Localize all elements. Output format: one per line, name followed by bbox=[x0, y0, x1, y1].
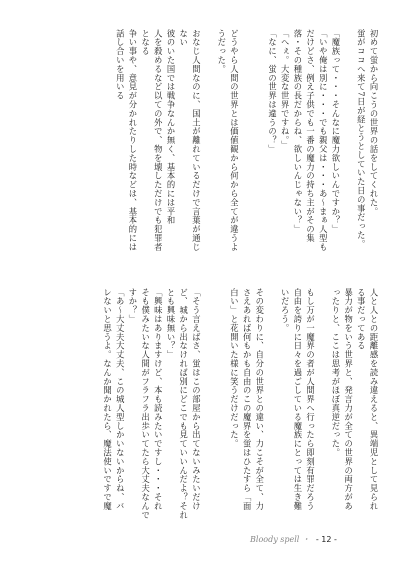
text-column: いだろう。 bbox=[280, 288, 291, 333]
text-column: 初めて蛍から向こうの世界の話をしてくれた。 bbox=[369, 29, 379, 216]
footer-title: Bloody spell ・ bbox=[250, 535, 310, 544]
text-column: すか？」 bbox=[127, 288, 138, 324]
text-column: 「へぇ。大変な世界ですね。」 bbox=[280, 29, 291, 150]
text-column: 「魔族って・・・そんなに魔力欲しいんですか？」 bbox=[330, 29, 341, 234]
page-number: - 12 - bbox=[315, 535, 337, 544]
text-column: 「いや俺は別に・・・でも親父は・・・あ〜まぁ人型も bbox=[318, 29, 329, 252]
page-footer bbox=[250, 534, 337, 545]
text-column: とも興味無い？」 bbox=[166, 288, 176, 360]
text-column: 人を殺めるなど以ての外で、物を壊しただけでも犯罪者 bbox=[153, 29, 164, 252]
text-column: る事だってある bbox=[356, 288, 367, 351]
text-column: 蛍がココへ来て7日が経とうとしていた日の事だった。 bbox=[356, 29, 367, 249]
text-column: さえあれば何もかも自由のこの魔界を蛍はひたすら「面 bbox=[242, 288, 253, 511]
text-column: ど、城から出なければ別にどこでも見ていいんだよ？それ bbox=[178, 288, 189, 520]
text-column: うだった。 bbox=[216, 29, 227, 74]
text-column: 争い事や、意見が分かれたりした時などは、基本的には bbox=[127, 29, 138, 252]
text-column: 人と人との距離感を読み違えると、異端児として見られ bbox=[369, 288, 379, 511]
text-column: 「興味はありますけど、本も読みたいですし・・・それ bbox=[153, 288, 164, 511]
text-column: どうやら人間の世界とは価値観から何から全てが違うよ bbox=[229, 29, 240, 252]
text-column: 暴力が物をいう世界と、発言力が全ての世界の両方があ bbox=[343, 288, 354, 511]
text-column: もし万が一魔界の者が人間界へ行ったら即刻有罪だろう bbox=[305, 288, 316, 511]
text-column: そも僕みたいな人間がフラフラ出歩いてたら大丈夫なんで bbox=[140, 288, 151, 520]
text-column: 彼のいた国では戦争なんか無く、基本的には平和 bbox=[166, 29, 176, 225]
text-column: となる bbox=[140, 29, 151, 56]
text-column: だけどさ、例え子供でも一番の魔力の持ち主がその集 bbox=[305, 29, 316, 243]
text-column: 自由を誇りに日々を過ごしている魔族にとっては生き難 bbox=[292, 288, 303, 511]
text-column: 「なに、蛍の世界は違うの？」 bbox=[267, 29, 278, 154]
text-column: 落・その種族の長だからね、欲しいんじゃない？」 bbox=[292, 29, 303, 234]
text-column: 話し合いを用いる bbox=[115, 29, 126, 101]
text-column: その変わりに、自分の世界との違い、力こそが全て、力 bbox=[254, 288, 265, 511]
lower-text-block bbox=[22, 288, 378, 523]
upper-text-block bbox=[22, 29, 378, 282]
text-column: 「そう言えばさ、蛍はこの部屋から出てないみたいだけ bbox=[191, 288, 202, 511]
text-column: おなじ人間なのに、国土が離れているだけで言葉が通じ bbox=[191, 29, 202, 252]
text-column: ない bbox=[178, 29, 189, 47]
text-column: ったりと、ここは思考がほぼ真逆だった。 bbox=[330, 288, 341, 458]
text-column: レないと思うよ。なんか聞かれたら、魔法使いですで魔 bbox=[102, 288, 113, 511]
text-column: 「あ〜大丈夫大丈夫、この城人型しかいないからね、バ bbox=[115, 288, 126, 511]
text-column: 白い」と花開いた様に笑うだけだった。 bbox=[229, 288, 240, 449]
